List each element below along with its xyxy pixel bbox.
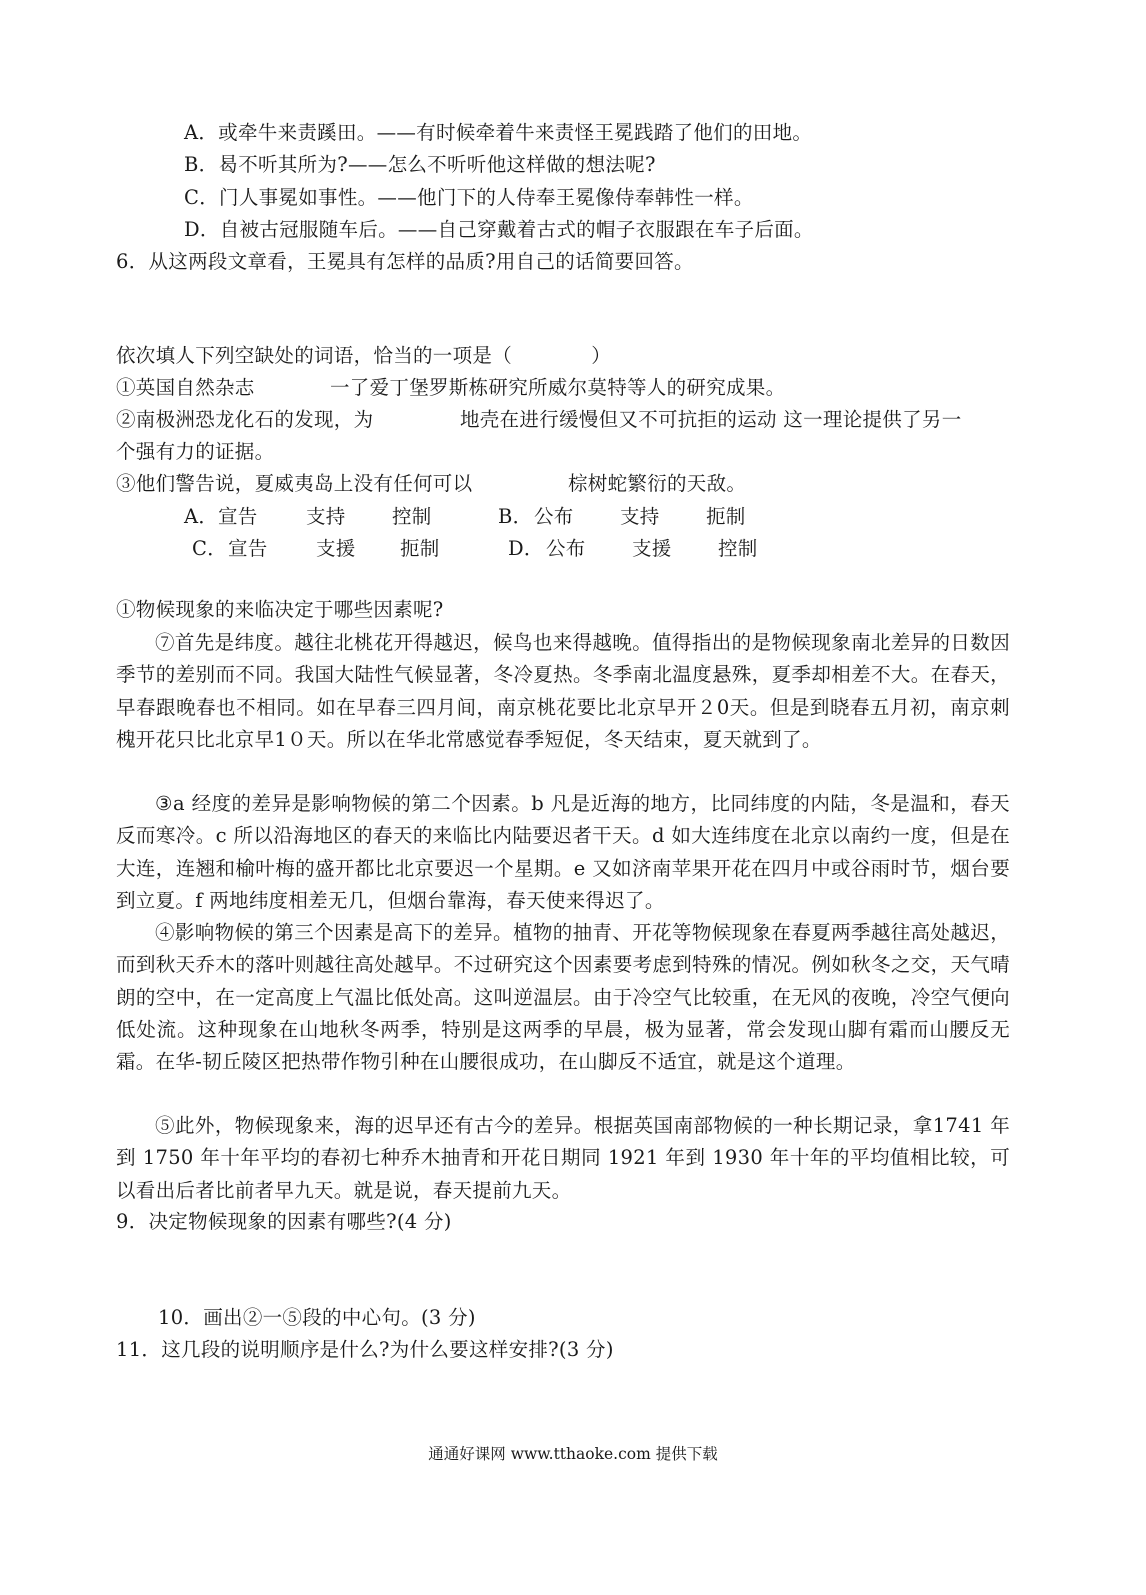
option-a-word-3: 控制	[392, 505, 432, 528]
option-c-word-1: 宣告	[228, 537, 268, 560]
question-9: 9．决定物候现象的因素有哪些?(4 分)	[116, 1210, 452, 1233]
fill-blank-sentence-3-part-2: 棕树蛇繁衍的天敌。	[568, 472, 747, 495]
option-b-word-3: 扼制	[706, 505, 746, 528]
q5-option-b: B．曷不听其所为?——怎么不听听他这样做的想法呢?	[184, 153, 656, 176]
option-b-word-2: 支持	[620, 505, 660, 528]
fill-blank-prompt: 依次填人下列空缺处的词语，恰当的一项是（ ）	[116, 344, 612, 367]
footer-source-note: 通通好课网 www.tthaoke.com 提供下载	[428, 1445, 718, 1463]
passage-paragraph-3: ③a 经度的差异是影响物候的第二个因素。b 凡是近海的地方，比同纬度的内陆，冬是温和，春天反而寒冷。c 所以沿海地区的春天的来临比内陆要迟者干天。d 如大连纬度在北京以南约一度，但是在大连，连翘和榆叶梅的盛开都比北京要迟一个星期。e 又如济南苹果开花在四月中或谷雨时节，烟台要到立夏。f 两地纬度相差无几，但烟台靠海，春天使来得迟了。	[116, 792, 1010, 912]
option-c-letter: C．	[192, 537, 228, 560]
fill-blank-sentence-1-part-2: 一了爱丁堡罗斯栋研究所威尔莫特等人的研究成果。	[330, 376, 786, 399]
fill-blank-sentence-2-part-3: 个强有力的证据。	[116, 440, 275, 463]
option-c-word-2: 支援	[316, 537, 356, 560]
passage-paragraph-5: ⑤此外，物候现象来，海的迟早还有古今的差异。根据英国南部物候的一种长期记录，拿1741 年到 1750 年十年平均的春初七种乔木抽青和开花日期同 1921 年到 1930 年十年的平均值相比较，可以看出后者比前者早九天。就是说，春天提前九天。	[116, 1114, 1010, 1202]
option-d-letter: D．	[508, 537, 544, 560]
fill-blank-sentence-1-part-1: ①英国自然杂志	[116, 376, 255, 399]
option-b-letter: B．	[498, 505, 533, 528]
fill-blank-sentence-3-part-1: ③他们警告说，夏威夷岛上没有任何可以	[116, 472, 473, 495]
option-b-word-1: 公布	[534, 505, 574, 528]
option-a-letter: A．	[184, 505, 219, 528]
option-d-word-1: 公布	[546, 537, 586, 560]
q5-option-a: A．或牵牛来责蹊田。——有时候牵着牛来责怪王冕践踏了他们的田地。	[184, 121, 813, 144]
fill-blank-sentence-2-part-1: ②南极洲恐龙化石的发现，为	[116, 408, 374, 431]
passage-paragraph-4: ④影响物候的第三个因素是高下的差异。植物的抽青、开花等物候现象在春夏两季越往高处越迟，而到秋天乔木的落叶则越往高处越早。不过研究这个因素要考虑到特殊的情况。例如秋冬之交，天气晴朗的空中，在一定高度上气温比低处高。这叫逆温层。由于冷空气比较重，在无风的夜晚，冷空气便向低处流。这种现象在山地秋冬两季，特别是这两季的早晨，极为显著，常会发现山脚有霜而山腰反无霜。在华-韧丘陵区把热带作物引种在山腰很成功，在山脚反不适宜，就是这个道理。	[116, 921, 1010, 1074]
passage-paragraph-1: ①物候现象的来临决定于哪些因素呢?	[116, 598, 444, 621]
passage-paragraph-2: ⑦首先是纬度。越往北桃花开得越迟，候鸟也来得越晚。值得指出的是物候现象南北差异的日数因季节的差别而不同。我国大陆性气候显著，冬冷夏热。冬季南北温度悬殊，夏季却相差不大。在春天，早春跟晚春也不相同。如在早春三四月间，南京桃花要比北京早开２0天。但是到晓春五月初，南京刺槐开花只比北京早1０天。所以在华北常感觉春季短促，冬天结束，夏天就到了。	[116, 631, 1010, 751]
option-c-word-3: 扼制	[400, 537, 440, 560]
option-a-word-1: 宣告	[218, 505, 258, 528]
q5-option-c: C．门人事冕如事性。——他门下的人侍奉王冕像侍奉韩性一样。	[184, 186, 754, 209]
fill-blank-sentence-2-part-2: 地壳在进行缓慢但又不可抗拒的运动 这一理论提供了另一	[460, 408, 962, 431]
question-11: 11．这几段的说明顺序是什么?为什么要这样安排?(3 分)	[116, 1338, 614, 1361]
option-d-word-2: 支援	[632, 537, 672, 560]
question-6: 6．从这两段文章看，王冕具有怎样的品质?用自己的话简要回答。	[116, 250, 694, 273]
question-10: 10．画出②一⑤段的中心句。(3 分)	[158, 1306, 476, 1329]
option-d-word-3: 控制	[718, 537, 758, 560]
option-a-word-2: 支持	[306, 505, 346, 528]
q5-option-d: D．自被古冠服随车后。——自己穿戴着古式的帽子衣服跟在车子后面。	[184, 218, 814, 241]
